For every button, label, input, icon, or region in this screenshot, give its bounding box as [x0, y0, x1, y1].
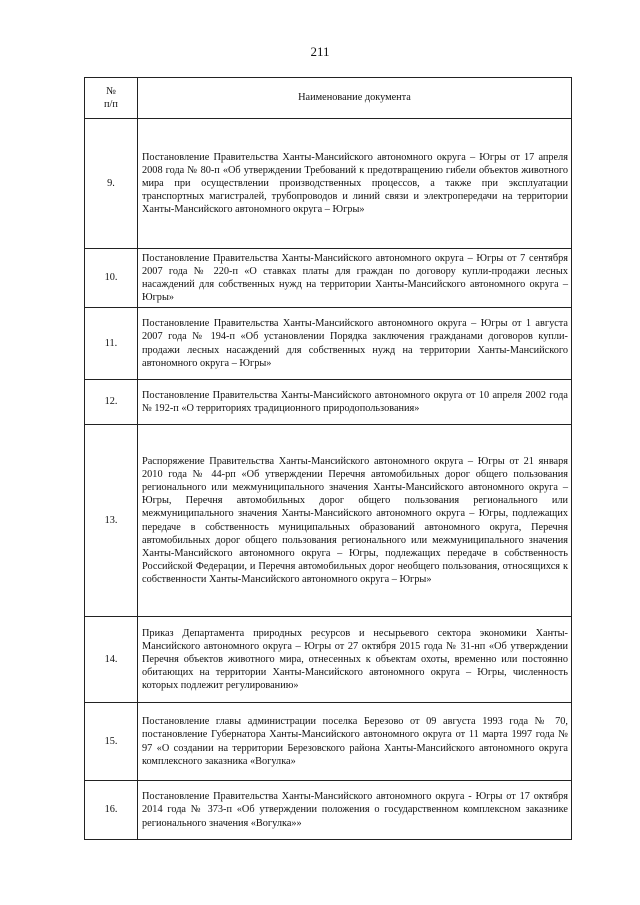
document-name: Постановление Правительства Ханты-Мансийского автономного округа – Югры от 7 сентября 2007 года № 220-п «О ставках платы для граждан по договору купли-продажи лесных насаждений для собственных нужд на территории Ханты-Мансийского автономного округа – Югры» [138, 249, 572, 308]
table-row [85, 308, 572, 380]
table-row [85, 249, 572, 308]
row-number: 16. [85, 781, 138, 840]
page-number: 211 [310, 44, 330, 59]
table-row [85, 617, 572, 703]
table-row [85, 425, 572, 617]
document-name: Постановление Правительства Ханты-Мансийского автономного округа - Югры от 17 октября 2014 года № 373-п «Об утверждении положения о государственном комплексном заказнике регионального значения «Вогулка»» [138, 781, 572, 840]
document-name: Приказ Департамента природных ресурсов и несырьевого сектора экономики Ханты-Мансийского автономного округа – Югры от 27 октября 2015 года № 31-нп «Об утверждении Перечня объектов животного мира, отнесенных к объектам охоты, временно или постоянно обитающих на территории Ханты-Мансийского автономного округа – Югры, численность которых подлежит регулированию» [138, 617, 572, 703]
row-number: 11. [85, 308, 138, 380]
table-row [85, 119, 572, 249]
table-row [85, 703, 572, 781]
row-number: 9. [85, 119, 138, 249]
document-name: Постановление Правительства Ханты-Мансийского автономного округа от 10 апреля 2002 года № 192-п «О территориях традиционного природопользования» [138, 380, 572, 425]
table-header-row [85, 78, 572, 119]
document-name: Постановление Правительства Ханты-Мансийского автономного округа – Югры от 17 апреля 2008 года № 80-п «Об утверждении Требований к предотвращению гибели объектов животного мира при осуществлении производственных процессов, а также при эксплуатации транспортных магистралей, трубопроводов и линий связи и электропередачи на территории Ханты-Мансийского автономного округа – Югры» [138, 119, 572, 249]
row-number: 15. [85, 703, 138, 781]
document-name: Постановление Правительства Ханты-Мансийского автономного округа – Югры от 1 августа 2007 года № 194-п «Об установлении Порядка заключения гражданами договоров купли-продажи лесных насаждений для собственных нужд на территории Ханты-Мансийского автономного округа – Югры» [138, 308, 572, 380]
row-number: 10. [85, 249, 138, 308]
row-number: 14. [85, 617, 138, 703]
table-row [85, 781, 572, 840]
header-number-column: № п/п [85, 78, 138, 119]
table-row [85, 380, 572, 425]
document-name: Распоряжение Правительства Ханты-Мансийского автономного округа – Югры от 21 января 2010 года № 44-рп «Об утверждении Перечня автомобильных дорог общего пользования регионального или межмуниципального значения Ханты-Мансийского автономного округа – Югры, Перечня автомобильных дорог общего пользования регионального или межмуниципального значения Ханты-Мансийского автономного округа – Югры, подлежащих передаче в собственность муниципальных образований автономного округа, Перечня автомобильных дорог общего пользования регионального или межмуниципального значения Ханты-Мансийского автономного округа – Югры, подлежащих передаче в собственность Российской Федерации, и Перечня автомобильных дорог необщего пользования, относящихся к собственности Ханты-Мансийского автономного округа – Югры» [138, 425, 572, 617]
documents-table [84, 77, 572, 840]
row-number: 13. [85, 425, 138, 617]
header-document-name-column: Наименование документа [138, 78, 572, 119]
row-number: 12. [85, 380, 138, 425]
document-name: Постановление главы администрации поселка Березово от 09 августа 1993 года № 70, постановление Губернатора Ханты-Мансийского автономного округа от 11 марта 1997 года № 97 «О создании на территории Березовского района Ханты-Мансийского автономного округа комплексного заказника «Вогулка» [138, 703, 572, 781]
